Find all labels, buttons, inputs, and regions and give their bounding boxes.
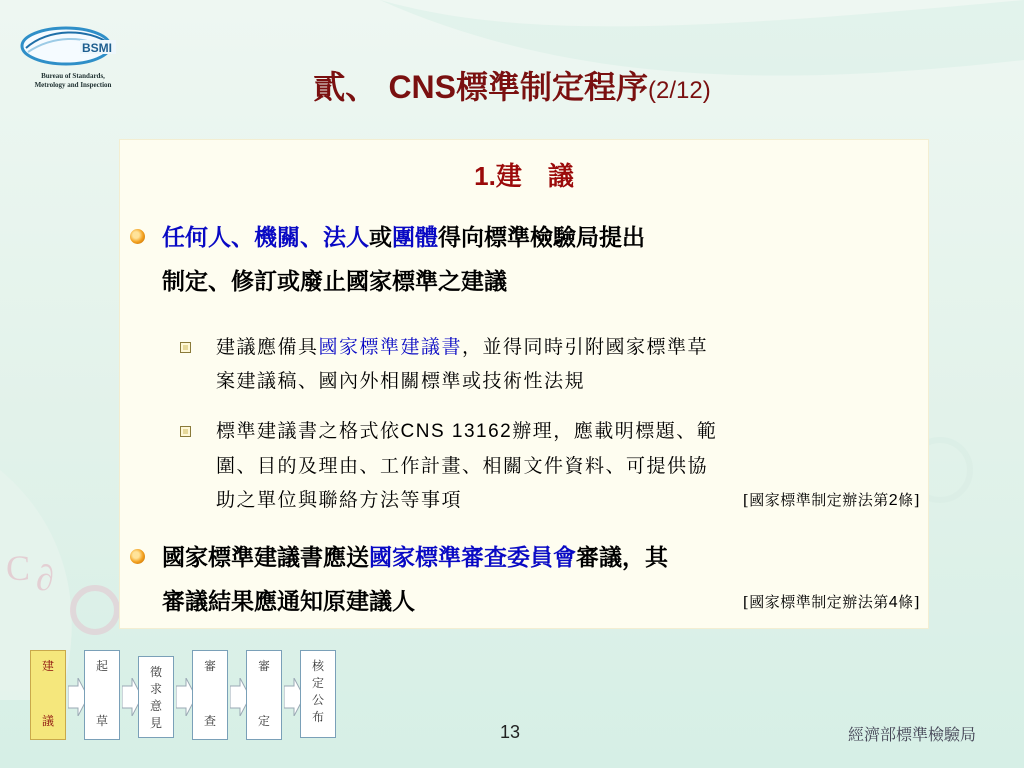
s2-text-1: 標準建議書之格式依 (216, 420, 401, 442)
flow-step-approval: 審 定 (246, 650, 282, 740)
s2-text-2: 辦理，應載明標題、範 (512, 420, 718, 442)
orange-bullet-icon (130, 549, 145, 564)
b2-highlight: 國家標準審查委員會 (369, 544, 576, 571)
s1-line2: 案建議稿、國內外相關標準或技術性法規 (216, 370, 586, 392)
flow-step-suggestion: 建 議 (30, 650, 66, 740)
s1-text-1: 建議應備具 (216, 336, 319, 358)
b1-highlight-1: 任何人、機關、法人 (162, 224, 369, 251)
section-label: 建 議 (495, 162, 574, 192)
square-bullet-icon (180, 426, 191, 437)
title-page: (2/12) (648, 77, 711, 104)
s2-line3: 助之單位與聯絡方法等事項 (216, 489, 463, 511)
bullet-level2-2 (180, 414, 920, 518)
content-panel (120, 140, 928, 628)
svg-text:C: C (6, 548, 31, 588)
section-heading (120, 156, 928, 193)
square-bullet-icon (180, 342, 191, 353)
s1-highlight: 國家標準建議書 (318, 336, 463, 358)
flow-step-draft: 起 草 (84, 650, 120, 740)
title-cns: CNS (388, 69, 456, 105)
b1-text-2: 或 (369, 224, 392, 251)
bullet-level2-1 (180, 330, 920, 398)
flow-step-comments: 徵 求 意 見 (138, 656, 174, 738)
flow-step-publish: 核 定 公 布 (300, 650, 336, 738)
slide-title (0, 62, 1024, 108)
b2-line2: 審議結果應通知原建議人 (162, 588, 415, 615)
s2-reference: [國家標準制定辦法第2條] (742, 491, 920, 509)
bullet-level1-2 (130, 536, 920, 625)
flow-step-review: 審 查 (192, 650, 228, 740)
s2-line2: 圍、目的及理由、工作計畫、相關文件資料、可提供協 (216, 455, 709, 477)
footer-org-name: 經濟部標準檢驗局 (848, 725, 977, 744)
title-main: 標準制定程序 (456, 68, 649, 106)
bullet-level1-1 (130, 216, 920, 304)
page-number: 13 (500, 722, 521, 742)
b2-text-1: 國家標準建議書應送 (162, 544, 369, 571)
org-line-1: Bureau of Standards, (41, 72, 105, 80)
orange-bullet-icon (130, 229, 145, 244)
title-prefix: 貳、 (313, 68, 378, 106)
b2-text-3: 審議，其 (576, 544, 668, 571)
b1-highlight-2: 團體 (392, 224, 438, 251)
svg-text:∂: ∂ (36, 558, 54, 598)
s1-text-3: ，並得同時引附國家標準草 (462, 336, 709, 358)
b1-line2: 制定、修訂或廢止國家標準之建議 (162, 268, 507, 295)
section-number: 1. (474, 161, 496, 191)
logo-text: BSMI (82, 41, 112, 55)
s2-cns-number: CNS 13162 (400, 421, 513, 442)
b2-reference: [國家標準制定辦法第4條] (742, 593, 920, 611)
b1-text-4: 得向標準檢驗局提出 (438, 224, 645, 251)
org-line-2: Metrology and Inspection (34, 81, 112, 89)
